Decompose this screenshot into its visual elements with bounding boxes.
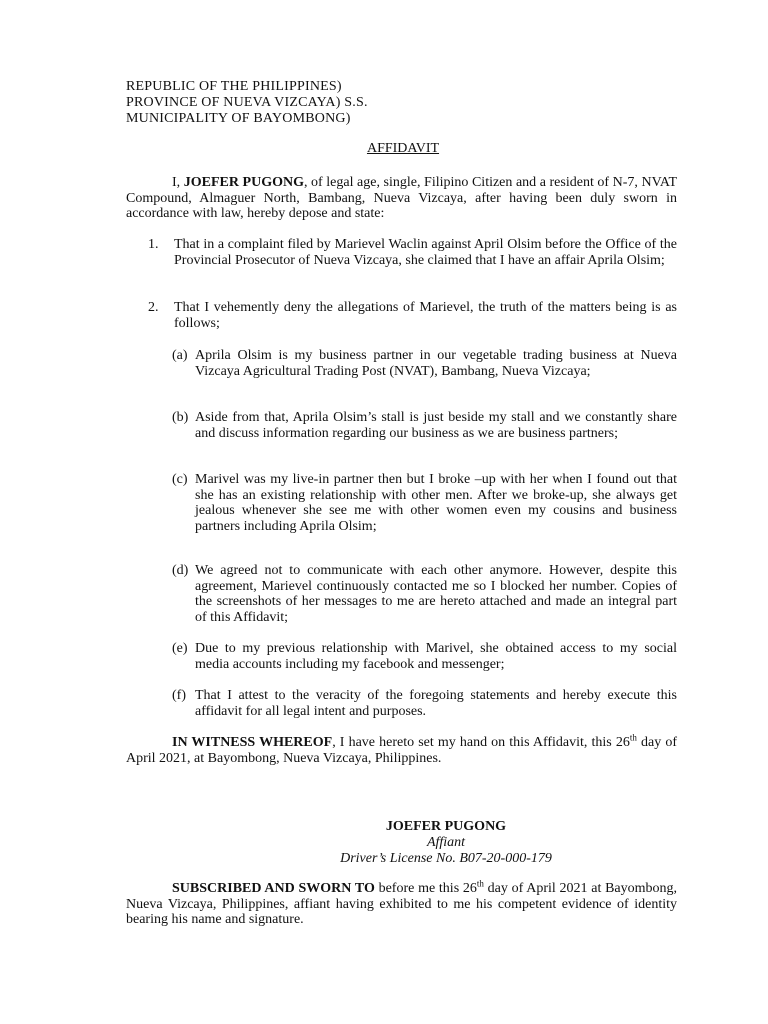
- numbered-item-2: [126, 300, 677, 331]
- document-title: [0, 141, 768, 157]
- affiant-role: Affiant: [426, 835, 466, 850]
- item-number: 2.: [148, 300, 159, 315]
- item-text: That in a complaint filed by Marievel Waclin against April Olsim before the Office of the Provincial Prosecutor of Nueva Vizcaya, she claimed that I have an affair Aprila Olsim;: [174, 237, 677, 268]
- sub-item-text: Marivel was my live-in partner then but I broke –up with her when I found out that she has an existing relationship with other men. After we broke-up, she always get jealous whenever she see me with other women even my cousins and business partners including Aprila Olsim;: [195, 472, 677, 534]
- jurat-text-end: day of April 2021 at Bayombong, Nueva Vizcaya, Philippines, affiant having exhibited to me his competent evidence of identity bearing his name and signature.: [126, 881, 678, 927]
- sub-item-text: That I attest to the veracity of the foregoing statements and hereby execute this affidavit for all legal intent and purposes.: [195, 688, 677, 719]
- intro-lead: I,: [172, 175, 184, 190]
- affiant-signature-name: JOEFER PUGONG: [385, 819, 507, 834]
- affiant-name-intro: JOEFER PUGONG: [183, 175, 304, 190]
- caption-line-municipality: MUNICIPALITY OF BAYOMBONG): [126, 111, 351, 126]
- jurat-text: before me this 26: [374, 881, 477, 896]
- item-text: That I vehemently deny the allegations of Marievel, the truth of the matters being is as follows;: [174, 300, 677, 331]
- jurat-ordinal: th: [476, 878, 484, 889]
- sub-item-d: [126, 563, 677, 625]
- sub-item-text: Aside from that, Aprila Olsim’s stall is just beside my stall and we constantly share and discuss information regarding our business as we are business partners;: [195, 410, 677, 441]
- numbered-item-1: [126, 237, 677, 268]
- jurat-lead: SUBSCRIBED AND SWORN TO: [172, 881, 375, 896]
- sub-item-label: (e): [172, 641, 188, 656]
- affiant-license: Driver’s License No. B07-20-000-179: [340, 851, 552, 866]
- sub-item-text: Due to my previous relationship with Marivel, she obtained access to my social media accounts including my facebook and messenger;: [195, 641, 677, 672]
- sub-item-a: [126, 348, 677, 379]
- witness-paragraph: [126, 732, 677, 766]
- witness-text-end: day of April 2021, at Bayombong, Nueva Vizcaya, Philippines.: [126, 735, 677, 766]
- sub-item-b: [126, 410, 677, 441]
- sub-item-label: (c): [172, 472, 188, 487]
- sub-item-label: (a): [172, 348, 188, 363]
- witness-text: , I have hereto set my hand on this Affidavit, this 26: [332, 735, 630, 750]
- intro-text: , of legal age, single, Filipino Citizen and a resident of N-7, NVAT Compound, Almaguer North, Bambang, Nueva Vizcaya, after having been duly sworn in accordance with law, hereby depose and state:: [126, 175, 677, 221]
- document-title-text: AFFIDAVIT: [366, 141, 440, 156]
- witness-ordinal: th: [629, 732, 637, 743]
- sub-item-label: (b): [172, 410, 189, 425]
- caption-line-republic: REPUBLIC OF THE PHILIPPINES): [126, 79, 342, 94]
- caption-line-province: PROVINCE OF NUEVA VIZCAYA) S.S.: [126, 95, 368, 110]
- sub-item-e: [126, 641, 677, 672]
- sub-item-text: Aprila Olsim is my business partner in our vegetable trading business at Nueva Vizcaya Agricultural Trading Post (NVAT), Bambang, Nueva Vizcaya;: [195, 348, 677, 379]
- sub-item-f: [126, 688, 677, 719]
- jurat-paragraph: [126, 878, 678, 928]
- case-caption: [126, 79, 368, 127]
- sub-item-c: [126, 472, 677, 534]
- sub-item-text: We agreed not to communicate with each other anymore. However, despite this agreement, Marievel continuously contacted me so I blocked her number. Copies of the screenshots of her messages to me are hereto attached and made an integral part of this Affidavit;: [195, 563, 677, 625]
- intro-paragraph: [126, 175, 677, 222]
- witness-lead: IN WITNESS WHEREOF: [172, 735, 333, 750]
- item-number: 1.: [148, 237, 159, 252]
- sub-item-label: (d): [172, 563, 189, 578]
- sub-item-label: (f): [172, 688, 186, 703]
